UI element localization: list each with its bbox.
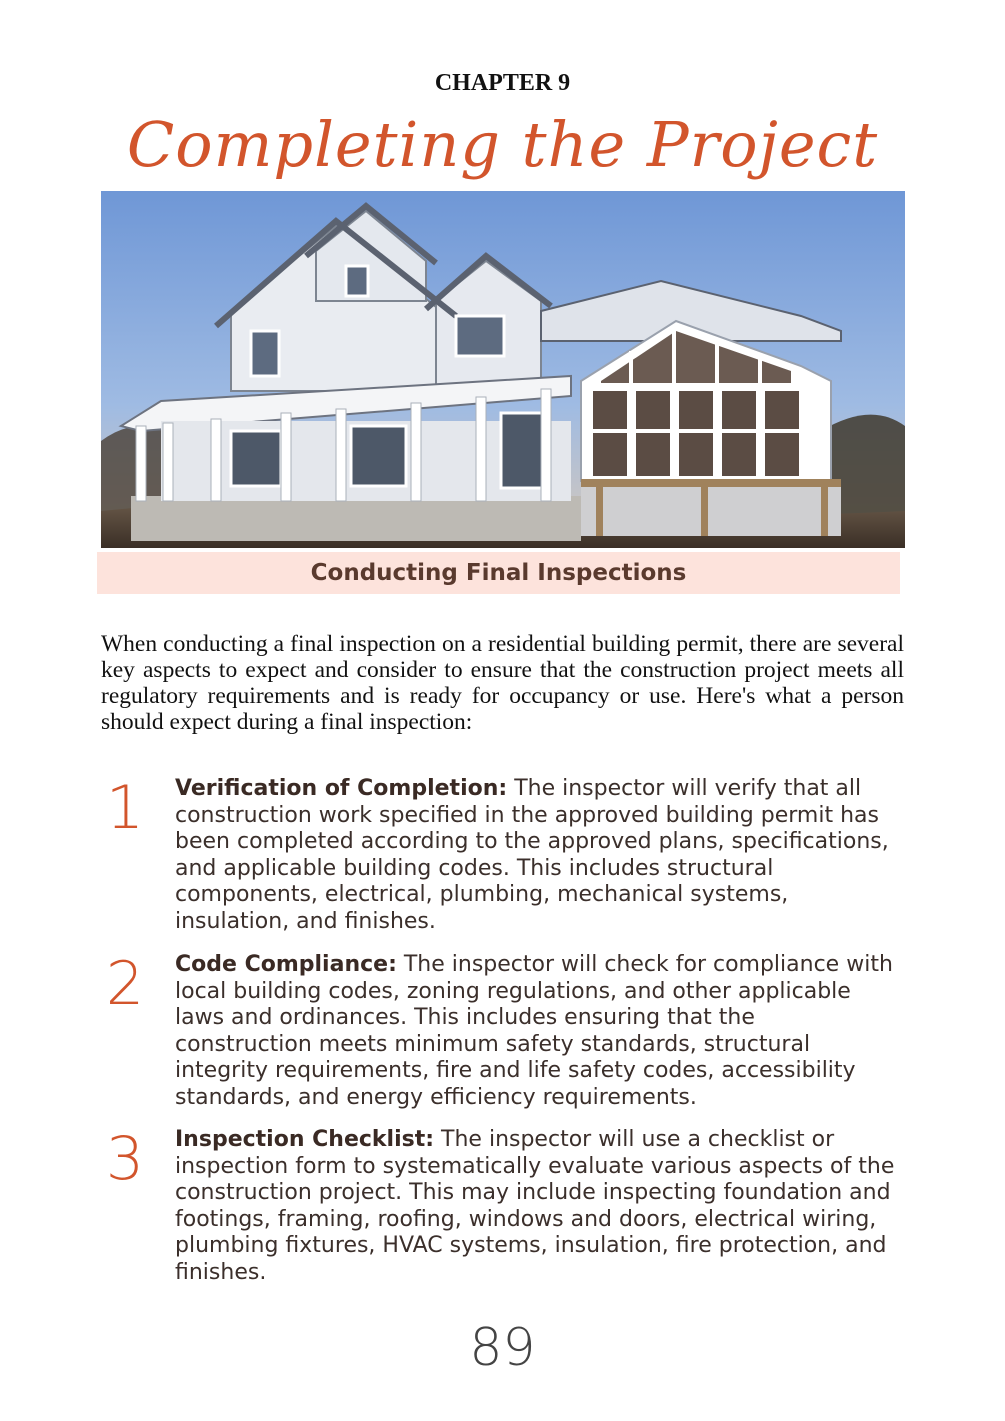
item-body: The inspector will use a checklist or inspection form to systematically evaluate various aspects of the construction project. This may include inspecting foundation and footings, framing, roofing, windows and doors, electrical wiring, plumbing fixtures, HVAC systems, insulation, fire protection, and finishes.	[175, 1127, 895, 1285]
item-number: 3	[105, 1124, 145, 1194]
page-title: Completing the Project	[126, 108, 879, 181]
item-text	[175, 952, 895, 1111]
item-body: The inspector will verify that all construction work specified in the approved building permit has been completed according to the approved plans, specifications, and applicable building codes. This includes structural components, electrical, plumbing, mechanical systems, insulation, and finishes.	[175, 776, 889, 934]
item-body: The inspector will check for compliance with local building codes, zoning regulations, and other applicable laws and ordinances. This includes ensuring that the construction meets minimum safety standards, structural integrity requirements, fire and life safety codes, accessibility standards, and energy efficiency requirements.	[175, 952, 893, 1110]
item-number: 2	[105, 949, 145, 1019]
page-number: 89	[469, 1318, 536, 1378]
section-title: Conducting Final Inspections	[310, 560, 687, 586]
item-lead: Inspection Checklist:	[175, 1127, 435, 1152]
item-lead: Verification of Completion:	[175, 776, 508, 801]
house-photo	[101, 191, 905, 548]
item-text	[175, 776, 895, 935]
item-text	[175, 1127, 895, 1286]
intro-paragraph: When conducting a final inspection on a residential building permit, there are several key aspects to expect and consider to ensure that the construction project meets all regulatory requirements and is ready for occupancy or use. Here's what a person should expect during a final inspection:	[101, 631, 904, 735]
item-lead: Code Compliance:	[175, 952, 397, 977]
item-number: 1	[105, 773, 145, 843]
chapter-label: CHAPTER 9	[434, 70, 571, 96]
